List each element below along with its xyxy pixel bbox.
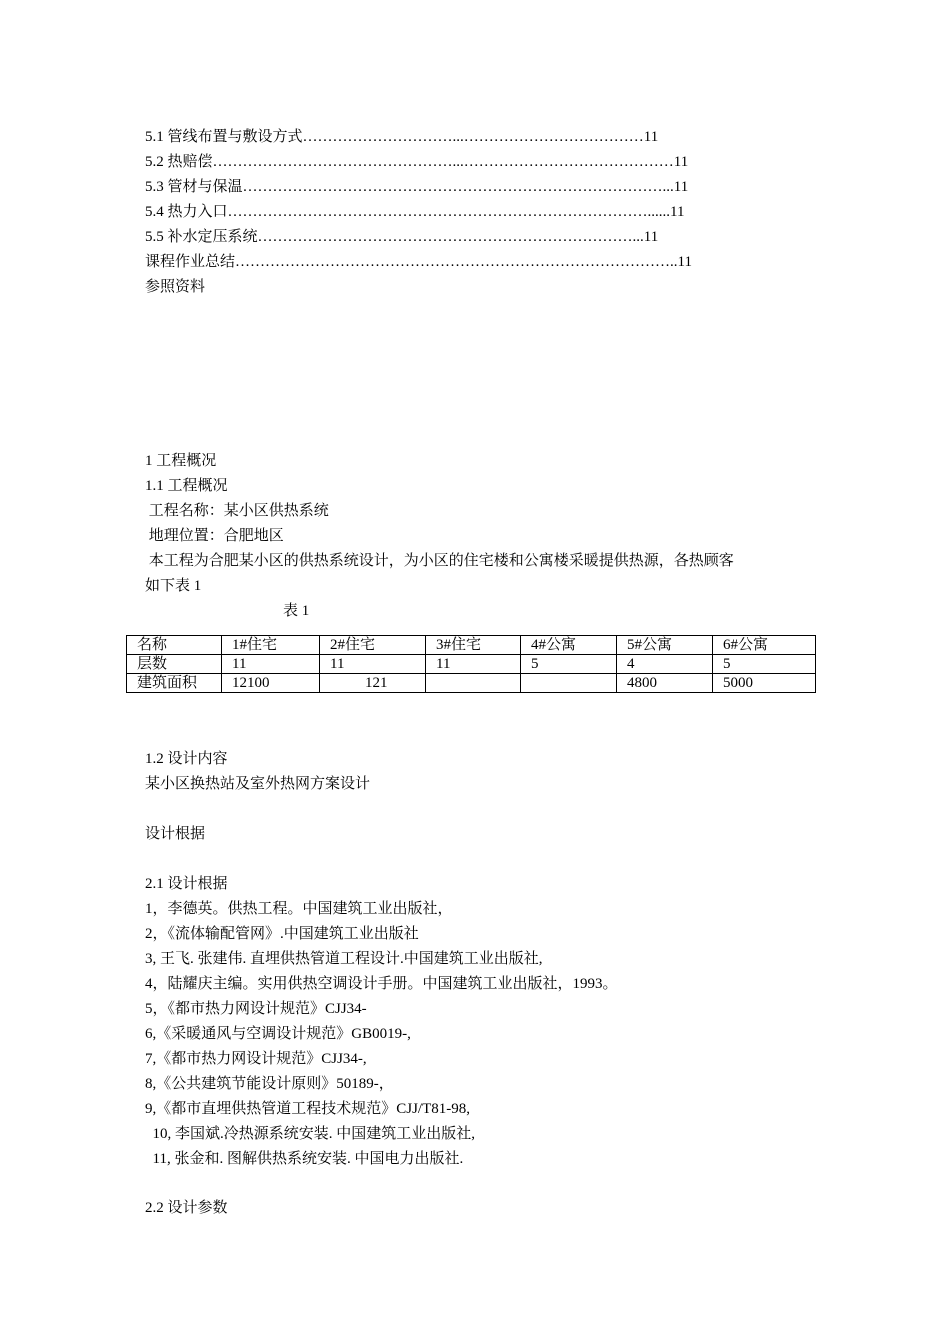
table-cell: 4#公寓 <box>521 636 617 655</box>
toc-entry: 课程作业总结……………………………………………………………………………..11 <box>145 254 692 270</box>
table-cell: 5#公寓 <box>617 636 713 655</box>
reference-item: 7,《都市热力网设计规范》CJJ34-, <box>145 1051 367 1067</box>
table-cell <box>426 674 521 693</box>
reference-item: 2，《流体输配管网》.中国建筑工业出版社 <box>145 926 419 942</box>
table-row <box>127 636 816 655</box>
table-cell: 层数 <box>127 655 222 674</box>
section-heading: 设计根据 <box>145 826 206 842</box>
table-cell: 4800 <box>617 674 713 693</box>
table-row <box>127 674 816 693</box>
table-cell: 6#公寓 <box>713 636 816 655</box>
reference-item: 9,《都市直埋供热管道工程技术规范》CJJ/T81-98, <box>145 1101 471 1117</box>
section-heading: 1 工程概况 <box>145 453 217 469</box>
table-cell: 5 <box>713 655 816 674</box>
table-row <box>127 655 816 674</box>
reference-item: 10, 李国斌.冷热源系统安装. 中国建筑工业出版社, <box>145 1126 476 1142</box>
reference-item: 6,《采暖通风与空调设计规范》GB0019-, <box>145 1026 411 1042</box>
table-caption: 表 1 <box>283 603 310 619</box>
reference-item: 1，李德英。供热工程。中国建筑工业出版社， <box>145 901 453 917</box>
toc-entry: 5.4 热力入口…………………………………………………………………………......11 <box>145 204 685 220</box>
table-cell: 12100 <box>222 674 320 693</box>
table-cell: 建筑面积 <box>127 674 222 693</box>
toc-entry: 5.2 热赔偿…………………………………………...……………………………………11 <box>145 154 689 170</box>
reference-item: 5，《都市热力网设计规范》CJJ34- <box>145 1001 367 1017</box>
table-cell <box>521 674 617 693</box>
toc-entry: 参照资料 <box>145 279 206 295</box>
table-cell: 2#住宅 <box>320 636 426 655</box>
toc-entry: 5.3 管材与保温…………………………………………………………………………...11 <box>145 179 689 195</box>
table-cell: 3#住宅 <box>426 636 521 655</box>
reference-item: 11, 张金和. 图解供热系统安装. 中国电力出版社. <box>145 1151 464 1167</box>
table-cell: 121 <box>320 674 426 693</box>
project-location: 地理位置：合肥地区 <box>145 528 284 544</box>
table-cell: 名称 <box>127 636 222 655</box>
design-content: 某小区换热站及室外热网方案设计 <box>145 776 371 792</box>
table-cell: 11 <box>426 655 521 674</box>
toc-entry: 5.5 补水定压系统…………………………………………………………………...11 <box>145 229 659 245</box>
project-name: 工程名称：某小区供热系统 <box>145 503 329 519</box>
table-cell: 11 <box>222 655 320 674</box>
project-description: 本工程为合肥某小区的供热系统设计，为小区的住宅楼和公寓楼采暖提供热源，各热顾客 <box>145 553 734 569</box>
reference-item: 3, 王飞. 张建伟. 直埋供热管道工程设计.中国建筑工业出版社, <box>145 951 543 967</box>
toc-entry: 5.1 管线布置与敷设方式…………………………...………………………………11 <box>145 129 659 145</box>
table-cell: 1#住宅 <box>222 636 320 655</box>
table-cell: 4 <box>617 655 713 674</box>
heat-user-table <box>126 635 816 693</box>
table-cell: 5 <box>521 655 617 674</box>
project-description-cont: 如下表 1 <box>145 578 202 594</box>
reference-item: 4，陆耀庆主编。实用供热空调设计手册。中国建筑工业出版社，1993。 <box>145 976 618 992</box>
subsection-heading: 2.1 设计根据 <box>145 876 228 892</box>
subsection-heading: 1.1 工程概况 <box>145 478 228 494</box>
subsection-heading: 2.2 设计参数 <box>145 1200 228 1216</box>
subsection-heading: 1.2 设计内容 <box>145 751 228 767</box>
reference-item: 8,《公共建筑节能设计原则》50189-， <box>145 1076 394 1092</box>
table-cell: 5000 <box>713 674 816 693</box>
table-cell: 11 <box>320 655 426 674</box>
